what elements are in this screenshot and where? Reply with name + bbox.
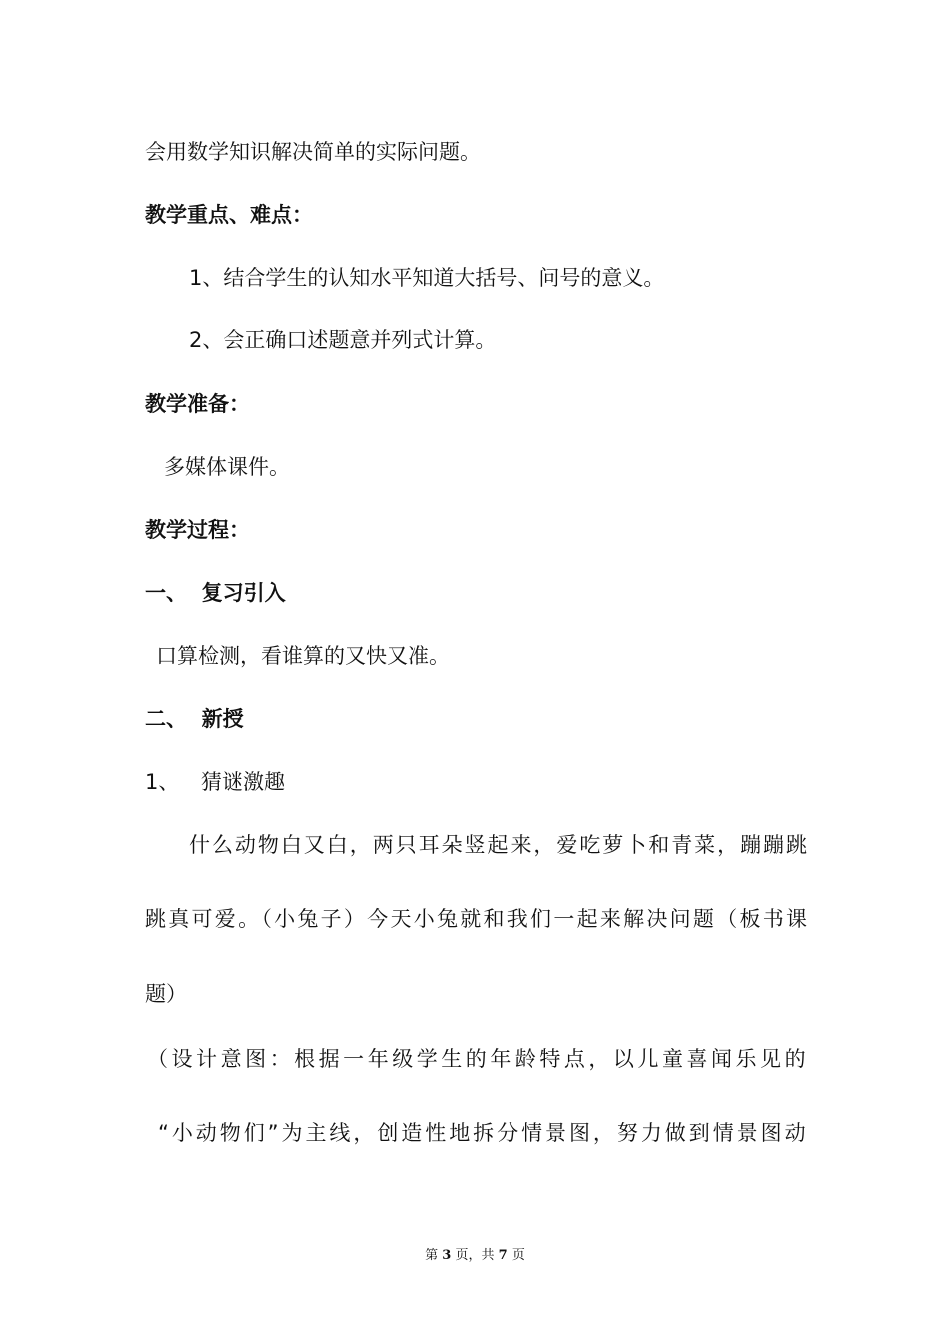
section-heading-preparation: 教学准备： [145, 392, 250, 416]
design-intent-line: （设计意图：根据一年级学生的年龄特点，以儿童喜闻乐见的 [147, 1047, 807, 1071]
process-step-heading: 二、 新授 [145, 707, 244, 731]
process-step-heading: 一、 复习引入 [145, 581, 286, 605]
section-heading-process: 教学过程： [145, 518, 250, 542]
page-footer [0, 1247, 950, 1265]
section-heading-key-points: 教学重点、难点： [145, 203, 313, 227]
footer-prefix: 第 [425, 1248, 439, 1263]
sub-step [145, 768, 285, 796]
riddle-paragraph-line: 跳真可爱。（小兔子）今天小兔就和我们一起来解决问题（板书课 [145, 907, 807, 931]
footer-middle: 页，共 [455, 1248, 495, 1263]
footer-total-pages: 7 [498, 1248, 508, 1263]
footer-suffix: 页 [511, 1248, 525, 1263]
key-point-item: 2、会正确口述题意并列式计算。 [189, 328, 497, 352]
riddle-paragraph-line: 什么动物白又白，两只耳朵竖起来，爱吃萝卜和青菜，蹦蹦跳 [189, 833, 807, 857]
preparation-text: 多媒体课件。 [164, 455, 290, 479]
key-point-item: 1、结合学生的认知水平知道大括号、问号的意义。 [189, 266, 665, 290]
process-step-text: 口算检测，看谁算的又快又准。 [156, 644, 450, 668]
sub-step-number: 1、 [145, 770, 180, 794]
sub-step-title: 猜谜激趣 [201, 770, 285, 794]
design-intent-line: “小动物们”为主线，创造性地拆分情景图，努力做到情景图动 [158, 1121, 807, 1145]
footer-current-page: 3 [442, 1248, 452, 1263]
body-paragraph: 会用数学知识解决简单的实际问题。 [145, 140, 481, 164]
riddle-paragraph-line: 题） [145, 982, 187, 1006]
